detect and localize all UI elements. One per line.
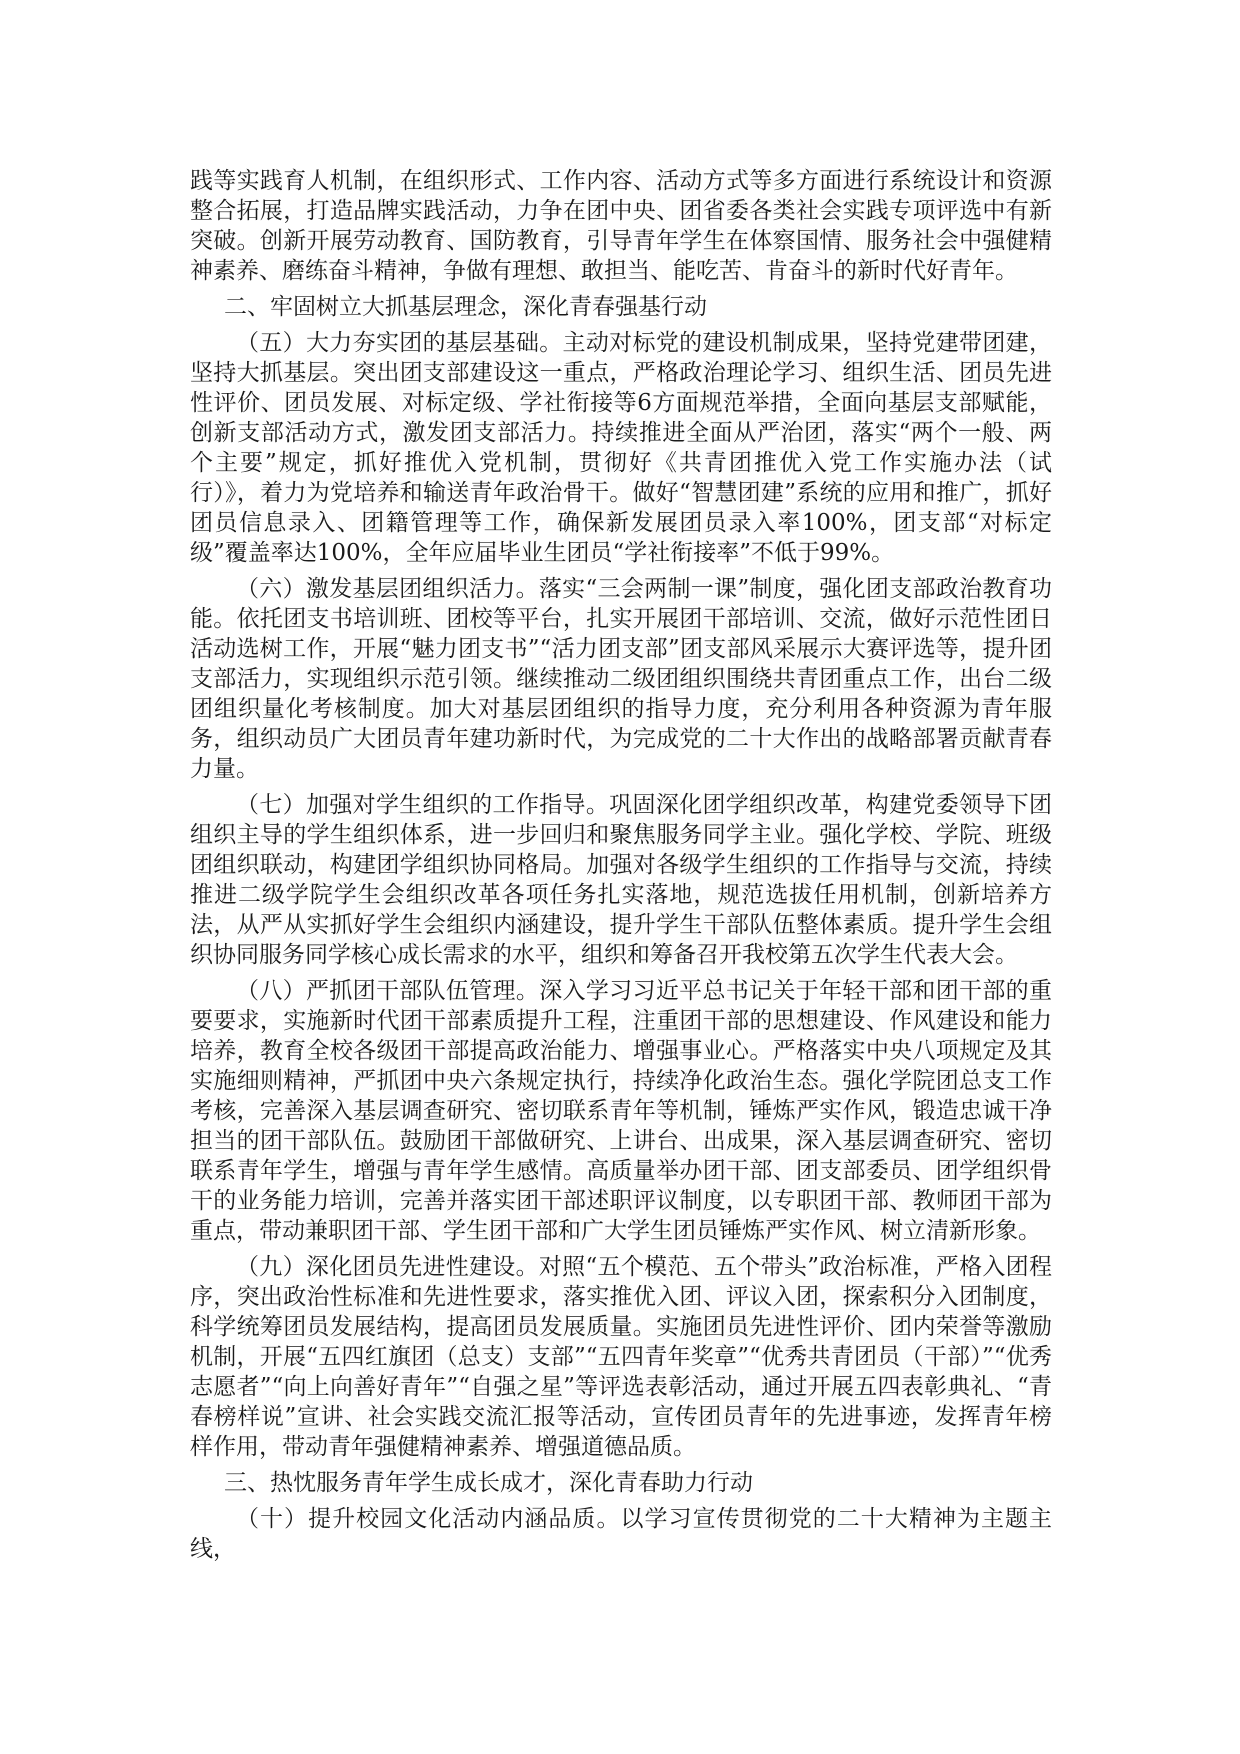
paragraph-item-7: （七）加强对学生组织的工作指导。巩固深化团学组织改革，构建党委领导下团组织主导的学生组织体系，进一步回归和聚焦服务同学主业。强化学校、学院、班级团组织联动，构建团学组织协同格局。加强对各级学生组织的工作指导与交流，持续推进二级学院学生会组织改革各项任务扎实落地，规范选拔任用机制，创新培养方法，从严从实抓好学生会组织内涵建设，提升学生干部队伍整体素质。提升学生会组织协同服务同学核心成长需求的水平，组织和筹备召开我校第五次学生代表大会。 — [190, 792, 1052, 968]
section-heading-3: 三、热忱服务青年学生成长成才，深化青春助力行动 — [224, 1470, 753, 1496]
paragraph-item-9: （九）深化团员先进性建设。对照“五个模范、五个带头”政治标准，严格入团程序，突出政治性标准和先进性要求，落实推优入团、评议入团，探索积分入团制度，科学统筹团员发展结构，提高团员发展质量。实施团员先进性评价、团内荣誉等激励机制，开展“五四红旗团（总支）支部”“五四青年奖章”“优秀共青团员（干部）”“优秀志愿者”“向上向善好青年”“自强之星”等评选表彰活动，通过开展五四表彰典礼、“青春榜样说”宣讲、社会实践交流汇报等活动，宣传团员青年的先进事迹，发挥青年榜样作用，带动青年强健精神素养、增强道德品质。 — [190, 1254, 1052, 1460]
paragraph-item-6: （六）激发基层团组织活力。落实“三会两制一课”制度，强化团支部政治教育功能。依托团支书培训班、团校等平台，扎实开展团干部培训、交流，做好示范性团日活动选树工作，开展“魅力团支书”“活力团支部”团支部风采展示大赛评选等，提升团支部活力，实现组织示范引领。继续推动二级团组织围绕共青团重点工作，出台二级团组织量化考核制度。加大对基层团组织的指导力度，充分利用各种资源为青年服务，组织动员广大团员青年建功新时代，为完成党的二十大作出的战略部署贡献青春力量。 — [190, 576, 1052, 782]
paragraph-item-8: （八）严抓团干部队伍管理。深入学习习近平总书记关于年轻干部和团干部的重要要求，实施新时代团干部素质提升工程，注重团干部的思想建设、作风建设和能力培养，教育全校各级团干部提高政治能力、增强事业心。严格落实中央八项规定及其实施细则精神，严抓团中央六条规定执行，持续净化政治生态。强化学院团总支工作考核，完善深入基层调查研究、密切联系青年等机制，锤炼严实作风，锻造忠诚干净担当的团干部队伍。鼓励团干部做研究、上讲台、出成果，深入基层调查研究、密切联系青年学生，增强与青年学生感情。高质量举办团干部、团支部委员、团学组织骨干的业务能力培训，完善并落实团干部述职评议制度，以专职团干部、教师团干部为重点，带动兼职团干部、学生团干部和广大学生团员锤炼严实作风、树立清新形象。 — [190, 978, 1052, 1244]
section-heading-2: 二、牢固树立大抓基层理念，深化青春强基行动 — [224, 294, 707, 320]
document-body — [190, 166, 1052, 1570]
paragraph-item-5: （五）大力夯实团的基层基础。主动对标党的建设机制成果，坚持党建带团建，坚持大抓基层。突出团支部建设这一重点，严格政治理论学习、组织生活、团员先进性评价、团员发展、对标定级、学社衔接等6方面规范举措，全面向基层支部赋能，创新支部活动方式，激发团支部活力。持续推进全面从严治团，落实“两个一般、两个主要”规定，抓好推优入党机制，贯彻好《共青团推优入党工作实施办法（试行）》，着力为党培养和输送青年政治骨干。做好“智慧团建”系统的应用和推广，抓好团员信息录入、团籍管理等工作，确保新发展团员录入率100%，团支部“对标定级”覆盖率达100%，全年应届毕业生团员“学社衔接率”不低于99%。 — [190, 330, 1052, 566]
paragraph-continuation: 践等实践育人机制，在组织形式、工作内容、活动方式等多方面进行系统设计和资源整合拓展，打造品牌实践活动，力争在团中央、团省委各类社会实践专项评选中有新突破。创新开展劳动教育、国防教育，引导青年学生在体察国情、服务社会中强健精神素养、磨练奋斗精神，争做有理想、敢担当、能吃苦、肯奋斗的新时代好青年。 — [190, 168, 1052, 284]
paragraph-item-10: （十）提升校园文化活动内涵品质。以学习宣传贯彻党的二十大精神为主题主线， — [190, 1506, 1052, 1562]
